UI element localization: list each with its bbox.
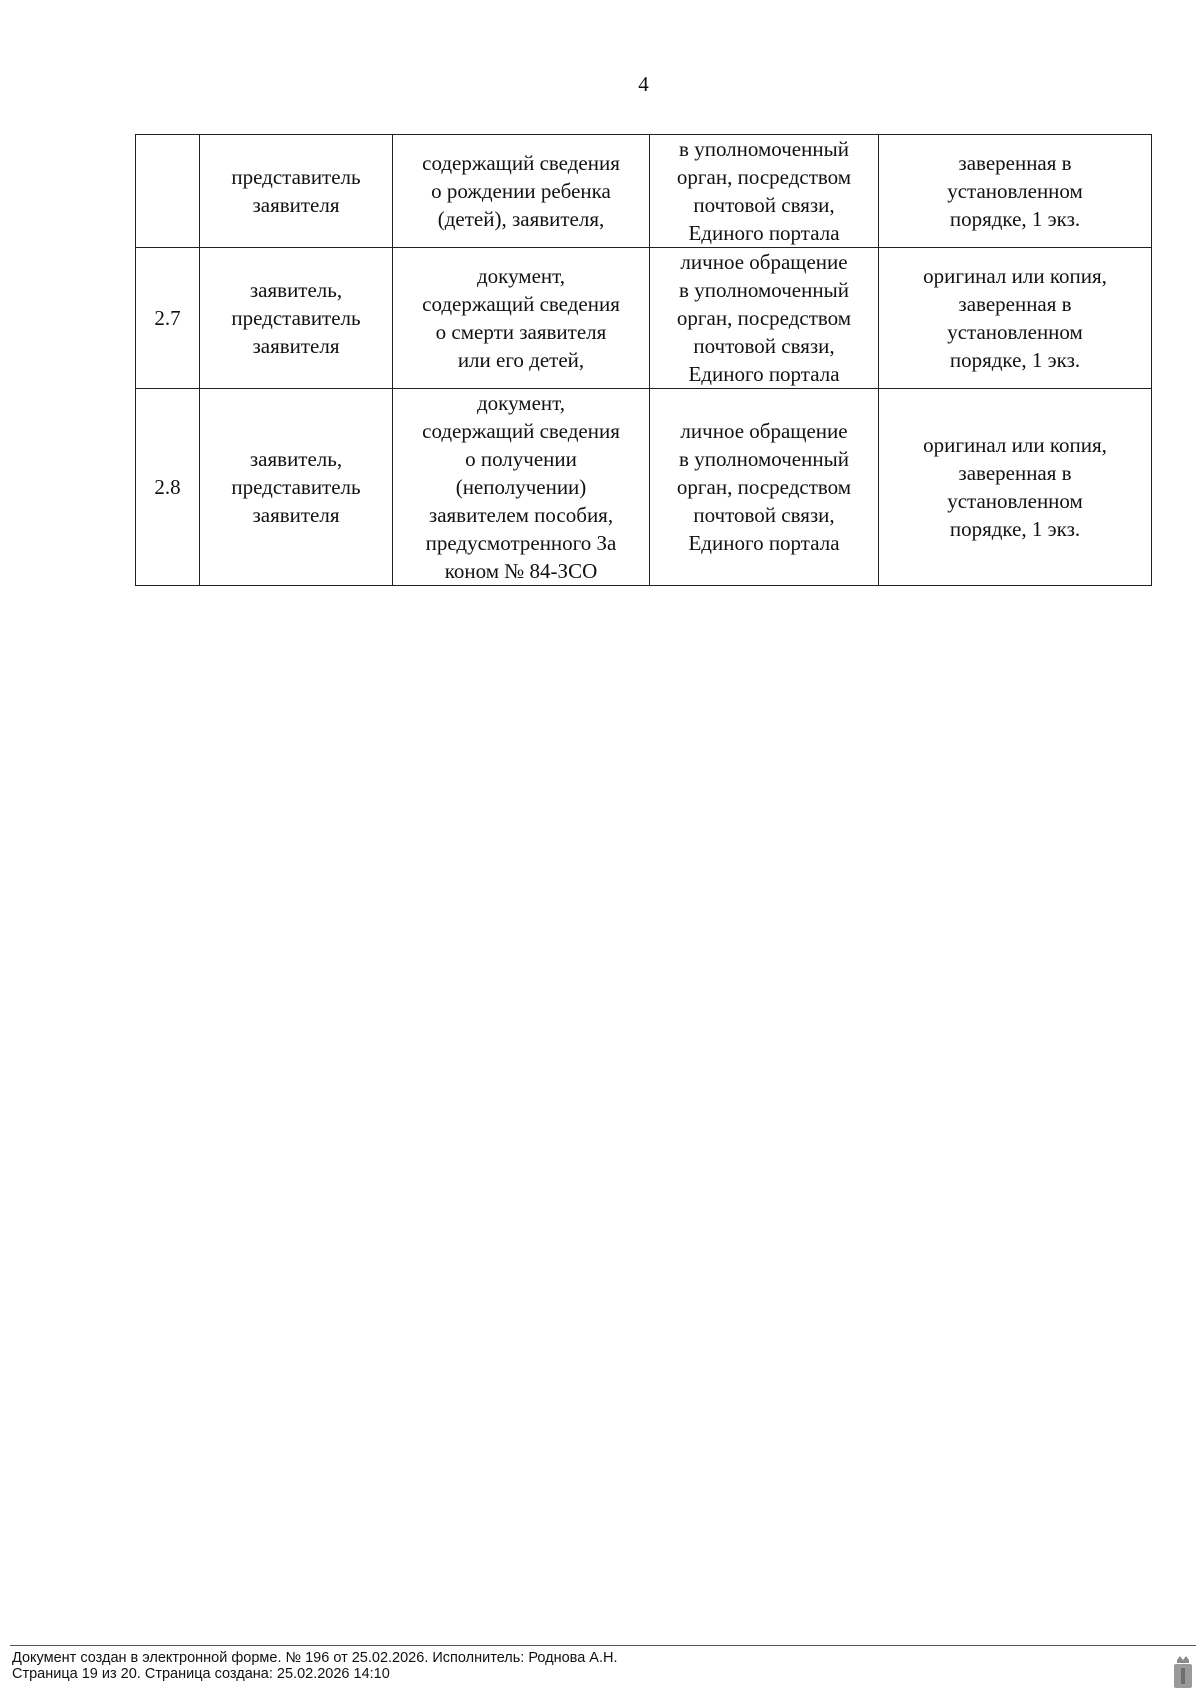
submission-method-cell [650, 135, 879, 248]
cell-text-line: предусмотренного За [425, 531, 617, 555]
cell-text-line: или его детей, [457, 348, 585, 372]
cell-text-line: порядке, 1 экз. [949, 207, 1081, 231]
cell-text-line: оригинал или копия, [923, 264, 1107, 288]
cell-text-line: коном № 84-ЗСО [444, 559, 598, 583]
cell-text-line: (детей), заявителя, [437, 207, 605, 231]
cell-text-line: оригинал или копия, [923, 433, 1107, 457]
cell-text-line: установленном [947, 489, 1083, 513]
submission-method-cell [650, 248, 879, 389]
cell-text-line: заверенная в [958, 151, 1072, 175]
cell-text-line: заверенная в [958, 461, 1072, 485]
cell-text-line: о получении [465, 447, 577, 471]
applicant-cell [200, 389, 393, 586]
cell-text-line: в уполномоченный [679, 137, 849, 161]
cell-text-line: представитель [231, 306, 361, 330]
cell-text-line: содержащий сведения [422, 151, 620, 175]
row-number-cell: 2.7 [136, 248, 200, 389]
cell-text-line: содержащий сведения [422, 292, 620, 316]
page-number: 4 [638, 72, 649, 96]
cell-text-line: заявителем пособия, [428, 503, 614, 527]
cell-text-line: заявителя [252, 503, 340, 527]
cell-text-line: содержащий сведения [422, 419, 620, 443]
cell-text-line: о смерти заявителя [435, 320, 607, 344]
cell-text-line: заявителя [252, 334, 340, 358]
cell-text-line: порядке, 1 экз. [949, 517, 1081, 541]
cell-text-line: документ, [476, 391, 565, 415]
cell-text-line: установленном [947, 320, 1083, 344]
documents-table [135, 134, 1152, 586]
document-form-cell [879, 389, 1152, 586]
cell-text-line: личное обращение [680, 250, 848, 274]
cell-text-line: (неполучении) [455, 475, 587, 499]
cell-text-line: почтовой связи, [693, 193, 835, 217]
cell-text-line: заверенная в [958, 292, 1072, 316]
cell-text-line: заявителя [252, 193, 340, 217]
footer-document-info: Документ создан в электронной форме. № 196 от 25.02.2026. Исполнитель: Роднова А.Н. [12, 1650, 618, 1666]
footer-divider [10, 1645, 1196, 1646]
document-form-cell [879, 135, 1152, 248]
cell-text-line: в уполномоченный [679, 278, 849, 302]
table-row [136, 135, 1152, 248]
document-cell [393, 389, 650, 586]
footer-page-info: Страница 19 из 20. Страница создана: 25.02.2026 14:10 [12, 1666, 390, 1682]
table-row [136, 248, 1152, 389]
cell-text-line: представитель [231, 475, 361, 499]
cell-text-line: Единого портала [688, 531, 840, 555]
cell-text-line: заявитель, [249, 278, 343, 302]
document-cell [393, 248, 650, 389]
cell-text-line: Единого портала [688, 221, 840, 245]
cell-text-line: документ, [476, 264, 565, 288]
document-form-cell [879, 248, 1152, 389]
table-row [136, 389, 1152, 586]
cell-text-line: представитель [231, 165, 361, 189]
cell-text-line: о рождении ребенка [431, 179, 611, 203]
cell-text-line: Единого портала [688, 362, 840, 386]
region-emblem-icon [1172, 1654, 1194, 1692]
cell-text-line: орган, посредством [676, 165, 852, 189]
row-number-cell [136, 135, 200, 248]
cell-text-line: орган, посредством [676, 306, 852, 330]
cell-text-line: установленном [947, 179, 1083, 203]
submission-method-cell [650, 389, 879, 586]
applicant-cell [200, 248, 393, 389]
cell-text-line: заявитель, [249, 447, 343, 471]
cell-text-line: орган, посредством [676, 475, 852, 499]
cell-text-line: порядке, 1 экз. [949, 348, 1081, 372]
document-cell [393, 135, 650, 248]
document-footer [12, 1650, 618, 1682]
cell-text-line: почтовой связи, [693, 334, 835, 358]
applicant-cell [200, 135, 393, 248]
cell-text-line: личное обращение [680, 419, 848, 443]
cell-text-line: почтовой связи, [693, 503, 835, 527]
cell-text-line: в уполномоченный [679, 447, 849, 471]
row-number-cell: 2.8 [136, 389, 200, 586]
